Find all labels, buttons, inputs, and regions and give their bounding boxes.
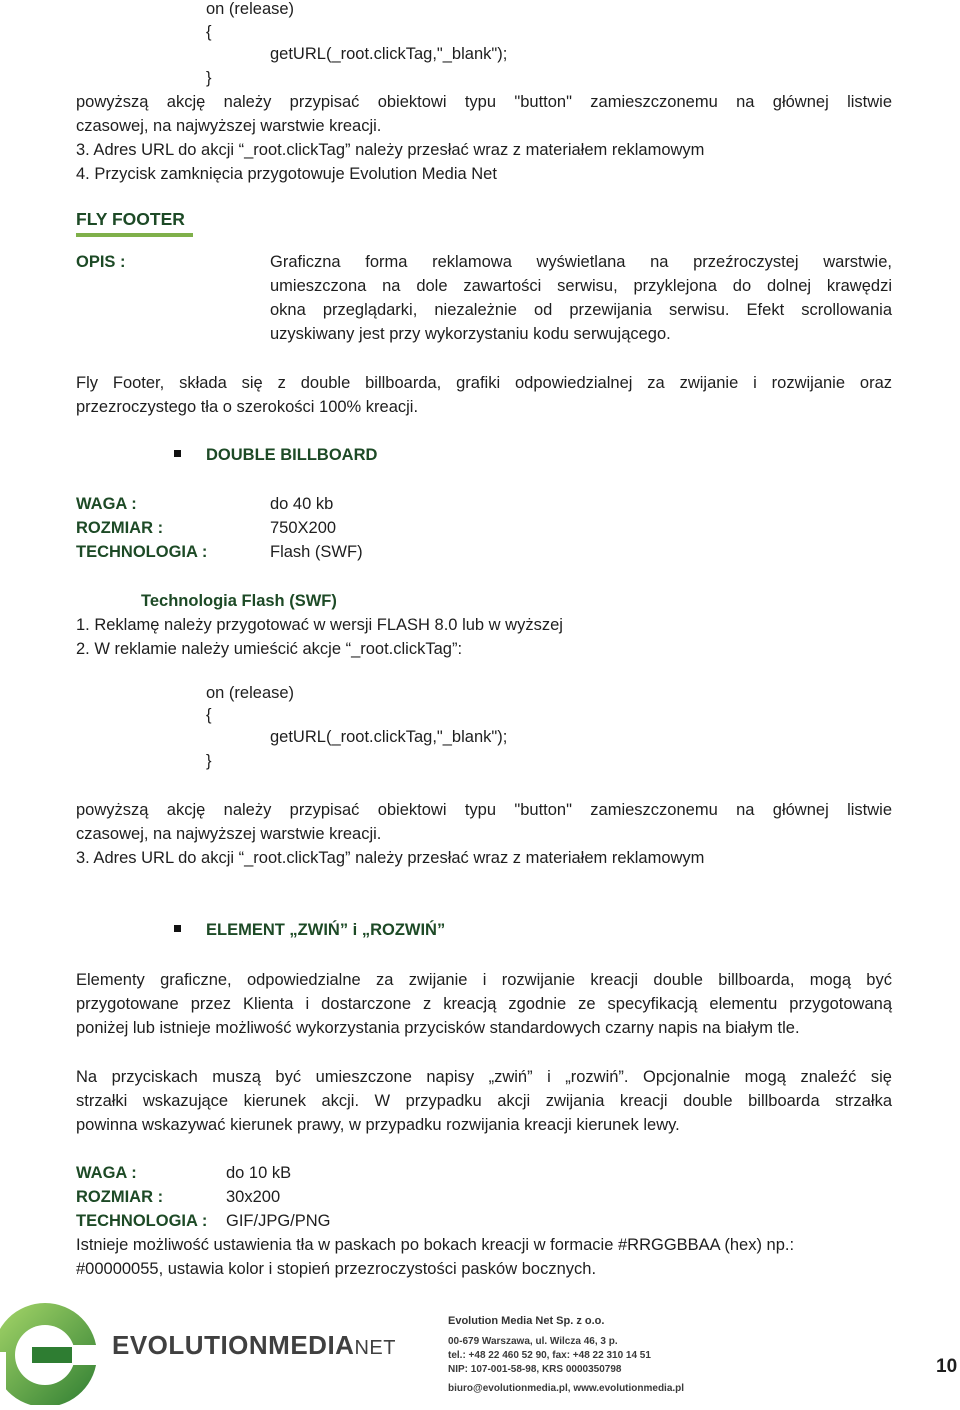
- paragraph-line: powinna wskazywać kierunek prawy, w przypadku rozwijania kreacji kierunek lewy.: [76, 1116, 680, 1134]
- spec-label: ROZMIAR :: [76, 519, 164, 537]
- spec-value: 750X200: [270, 519, 337, 537]
- note-line: #00000055, ustawia kolor i stopień przezroczystości pasków bocznych.: [76, 1260, 597, 1278]
- spec-label: WAGA :: [76, 1164, 137, 1182]
- spec-label: WAGA :: [76, 495, 137, 513]
- code-line: }: [206, 69, 212, 87]
- paragraph-line: przygotowane przez Klienta i dostarczone z kreacją zgodnie ze specyfikacją elementu przygotowaną: [76, 995, 892, 1013]
- code-line: }: [206, 752, 212, 770]
- spec-label: ROZMIAR :: [76, 1188, 164, 1206]
- spec-value: 30x200: [226, 1188, 281, 1206]
- paragraph-line: Fly Footer, składa się z double billboarda, grafiki odpowiedzialnej za zwijanie i rozwijanie oraz: [76, 374, 892, 392]
- code-line: getURL(_root.clickTag,"_blank");: [270, 728, 508, 746]
- code-line: {: [206, 706, 212, 724]
- company-phones: tel.: +48 22 460 52 90, fax: +48 22 310 14 51: [448, 1350, 651, 1361]
- logo-text: EVOLUTIONMEDIANET: [112, 1330, 396, 1360]
- opis-label: OPIS :: [76, 253, 126, 271]
- subsection-heading: Technologia Flash (SWF): [141, 592, 337, 610]
- paragraph-line: Na przyciskach muszą być umieszczone napisy „zwiń” i „rozwiń”. Opcjonalnie mogą znaleźć się: [76, 1068, 892, 1086]
- paragraph-line: poniżej lub istnieje możliwość wykorzystania przycisków standardowych czarny napis na białym tle.: [76, 1019, 800, 1037]
- subsection-heading: ELEMENT „ZWIŃ” i „ROZWIŃ”: [206, 921, 446, 939]
- paragraph-line: czasowej, na najwyższej warstwie kreacji.: [76, 117, 382, 135]
- spec-value: Flash (SWF): [270, 543, 363, 561]
- heading-underline: [76, 233, 193, 237]
- section-heading: FLY FOOTER: [76, 209, 185, 229]
- spec-value: do 10 kB: [226, 1164, 292, 1182]
- list-item: 1. Reklamę należy przygotować w wersji FLASH 8.0 lub w wyższej: [76, 616, 563, 634]
- spec-label: TECHNOLOGIA :: [76, 1212, 208, 1230]
- paragraph-line: Elementy graficzne, odpowiedzialne za zwijanie i rozwijanie kreacji double billboarda, mogą być: [76, 971, 892, 989]
- opis-line: okna przeglądarki, niezależnie od przewijania serwisu. Efekt scrollowania: [270, 301, 892, 319]
- opis-line: umieszczona na dole zawartości serwisu, przyklejona do dolnej krawędzi: [270, 277, 892, 295]
- company-contact: biuro@evolutionmedia.pl, www.evolutionmedia.pl: [448, 1383, 685, 1394]
- paragraph-line: przezroczystego tła o szerokości 100% kreacji.: [76, 398, 419, 416]
- opis-line: Graficzna forma reklamowa wyświetlana na przeźroczystej warstwie,: [270, 253, 892, 271]
- list-item: 3. Adres URL do akcji “_root.clickTag” należy przesłać wraz z materiałem reklamowym: [76, 141, 705, 159]
- page-number: 10: [936, 1356, 958, 1377]
- spec-value: do 40 kb: [270, 495, 334, 513]
- paragraph-line: czasowej, na najwyższej warstwie kreacji.: [76, 825, 382, 843]
- paragraph-line: powyższą akcję należy przypisać obiektowi typu "button" zamieszczonemu na głównej listwie: [76, 93, 892, 111]
- code-line: on (release): [206, 684, 295, 702]
- bullet-icon: [174, 450, 181, 457]
- list-item: 3. Adres URL do akcji “_root.clickTag” należy przesłać wraz z materiałem reklamowym: [76, 849, 705, 867]
- paragraph-line: strzałki wskazujące kierunek akcji. W przypadku akcji zwijania kreacji double billboarda strzałka: [76, 1092, 892, 1110]
- company-name: Evolution Media Net Sp. z o.o.: [448, 1315, 605, 1327]
- paragraph-line: powyższą akcję należy przypisać obiektowi typu "button" zamieszczonemu na głównej listwie: [76, 801, 892, 819]
- subsection-heading: DOUBLE BILLBOARD: [206, 446, 378, 464]
- code-line: on (release): [206, 0, 295, 18]
- code-line: {: [206, 23, 212, 41]
- company-address: 00-679 Warszawa, ul. Wilcza 46, 3 p.: [448, 1336, 618, 1347]
- note-line: Istnieje możliwość ustawienia tła w paskach po bokach kreacji w formacie #RRGGBBAA (hex) np.:: [76, 1236, 795, 1254]
- spec-value: GIF/JPG/PNG: [226, 1212, 331, 1230]
- opis-line: uzyskiwany jest przy wykorzystaniu kodu serwującego.: [270, 325, 671, 343]
- spec-label: TECHNOLOGIA :: [76, 543, 208, 561]
- company-ids: NIP: 107-001-58-98, KRS 0000350798: [448, 1364, 622, 1375]
- list-item: 4. Przycisk zamknięcia przygotowuje Evolution Media Net: [76, 165, 497, 183]
- list-item: 2. W reklamie należy umieścić akcje “_root.clickTag”:: [76, 640, 463, 658]
- bullet-icon: [174, 925, 181, 932]
- code-line: getURL(_root.clickTag,"_blank");: [270, 45, 508, 63]
